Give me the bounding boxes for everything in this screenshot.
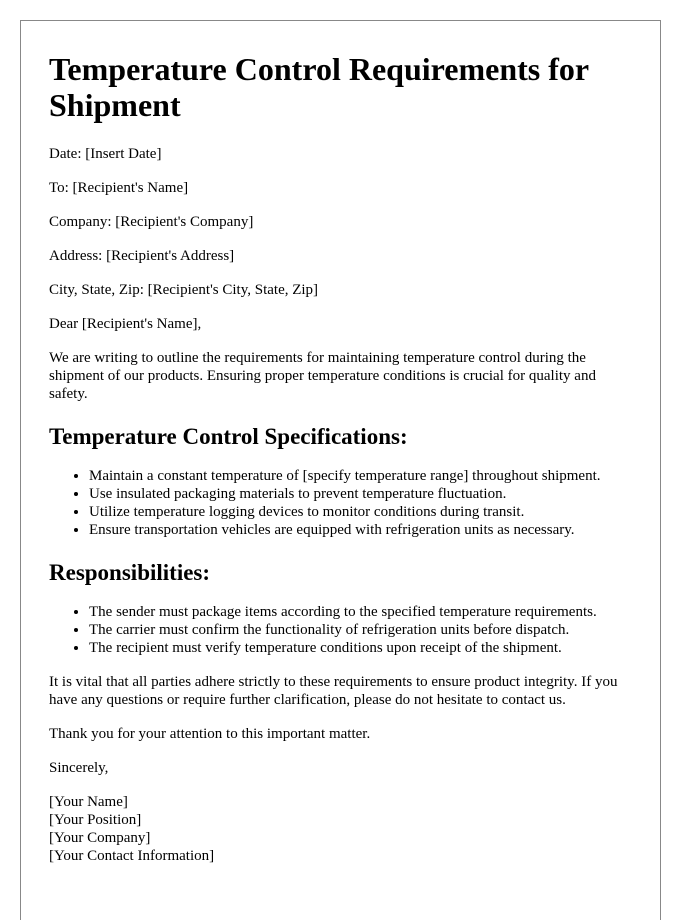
- company-line: Company: [Recipient's Company]: [49, 214, 254, 230]
- letter-page: [20, 20, 661, 920]
- city-line: City, State, Zip: [Recipient's City, State, Zip]: [49, 282, 319, 298]
- responsibilities-list: [49, 603, 632, 657]
- list-item: • Maintain a constant temperature of [specify temperature range] throughout shipment.: [89, 467, 632, 485]
- date-line: Date: [Insert Date]: [49, 146, 162, 162]
- salutation: Dear [Recipient's Name],: [49, 316, 202, 332]
- recipient-line: To: [Recipient's Name]: [49, 180, 189, 196]
- signoff: Sincerely,: [49, 760, 109, 776]
- list-item: • The sender must package items according to the specified temperature requirements.: [89, 603, 632, 621]
- list-item: • The recipient must verify temperature conditions upon receipt of the shipment.: [89, 639, 632, 657]
- list-item: • The carrier must confirm the functionality of refrigeration units before dispatch.: [89, 621, 632, 639]
- closing-paragraph: It is vital that all parties adhere strictly to these requirements to ensure product integrity. If you have any questions or require further clarification, please do not hesitate to contact us.: [49, 674, 618, 708]
- signature-name: [Your Name]: [49, 794, 128, 810]
- responsibilities-heading: Responsibilities:: [49, 560, 211, 585]
- thanks-line: Thank you for your attention to this important matter.: [49, 726, 371, 742]
- document-title: Temperature Control Requirements for Shipment: [49, 51, 589, 123]
- signature-position: [Your Position]: [49, 812, 142, 828]
- specifications-heading: Temperature Control Specifications:: [49, 424, 408, 449]
- signature-block: [49, 793, 632, 865]
- list-item: • Ensure transportation vehicles are equipped with refrigeration units as necessary.: [89, 521, 632, 539]
- signature-contact: [Your Contact Information]: [49, 848, 215, 864]
- signature-company: [Your Company]: [49, 830, 151, 846]
- specifications-list: [49, 467, 632, 539]
- address-line: Address: [Recipient's Address]: [49, 248, 235, 264]
- list-item: • Utilize temperature logging devices to monitor conditions during transit.: [89, 503, 632, 521]
- list-item: • Use insulated packaging materials to prevent temperature fluctuation.: [89, 485, 632, 503]
- intro-paragraph: We are writing to outline the requirements for maintaining temperature control during the shipment of our products. Ensuring proper temperature conditions is crucial for quality and safety.: [49, 350, 596, 402]
